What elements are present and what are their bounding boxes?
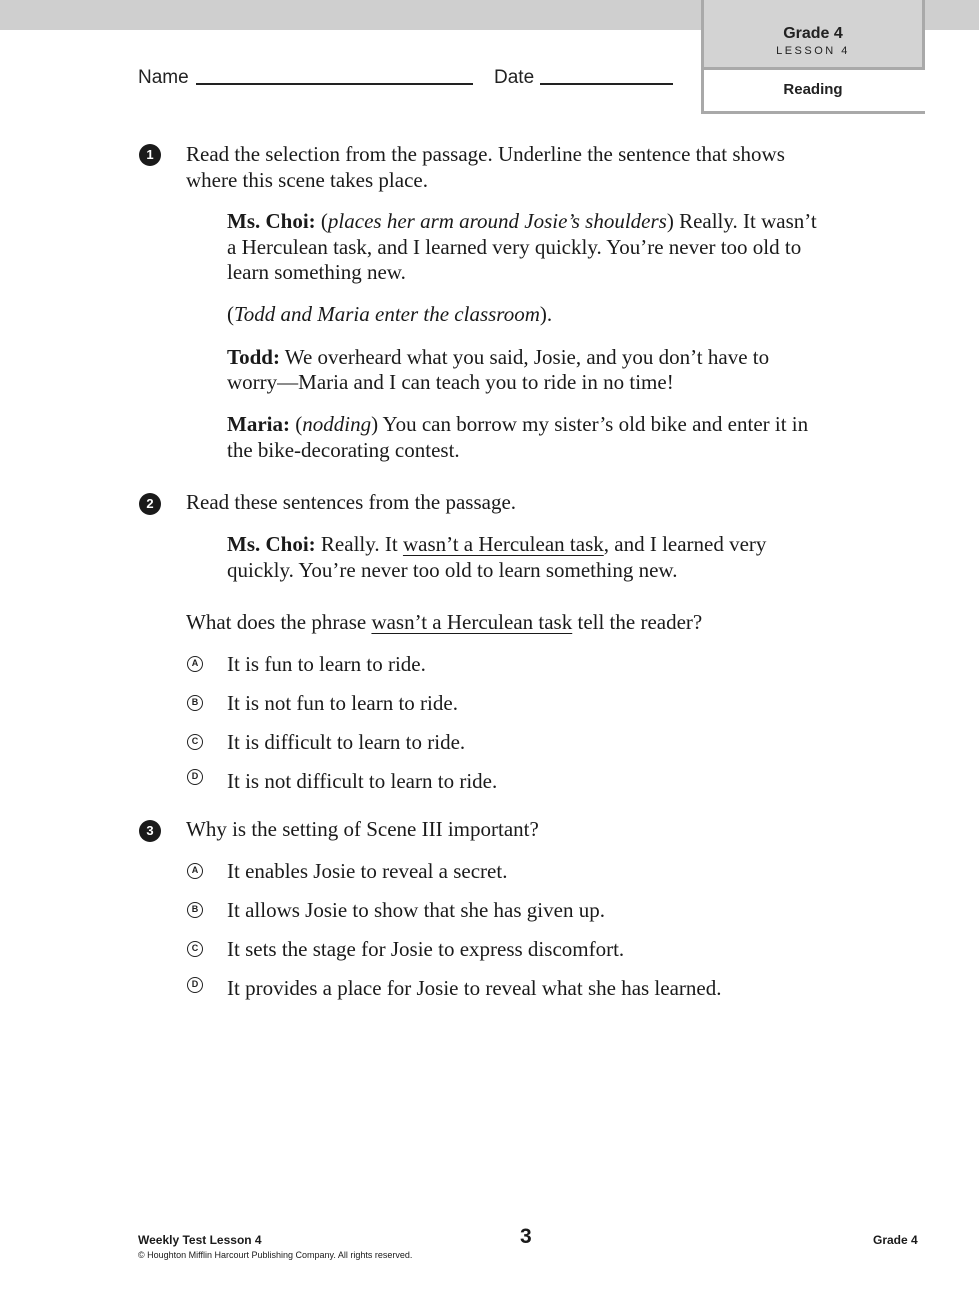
lesson-label: LESSON 4 bbox=[776, 45, 850, 57]
answer-option-text: It is difficult to learn to ride. bbox=[227, 730, 466, 754]
answer-option-text: It is not difficult to learn to ride. bbox=[227, 769, 498, 793]
text-fragment: ) You can borrow my sister’s old bike and enter it in bbox=[371, 412, 809, 436]
footer-test-name: Weekly Test Lesson 4 bbox=[138, 1233, 262, 1247]
answer-option-text: It is not fun to learn to ride. bbox=[227, 691, 458, 715]
text-fragment: We overheard what you said, Josie, and you don’t have to bbox=[279, 345, 770, 369]
question-3-prompt: Why is the setting of Scene III important? bbox=[186, 817, 539, 841]
answer-option-text: It is fun to learn to ride. bbox=[227, 652, 426, 676]
text-fragment: ( bbox=[289, 412, 303, 436]
subject-label: Reading bbox=[783, 81, 843, 98]
text-fragment: ( bbox=[315, 209, 328, 233]
text-fragment: ). bbox=[539, 302, 553, 326]
answer-bubble-c[interactable]: C bbox=[187, 941, 203, 957]
answer-option-text: It allows Josie to show that she has given up. bbox=[227, 898, 605, 922]
answer-bubble-a[interactable]: A bbox=[187, 656, 203, 672]
answer-bubble-d[interactable]: D bbox=[187, 977, 203, 993]
text-fragment: tell the reader? bbox=[572, 610, 703, 634]
underlined-phrase: wasn’t a Herculean task bbox=[402, 532, 604, 556]
answer-bubble-c[interactable]: C bbox=[187, 734, 203, 750]
answer-bubble-a[interactable]: A bbox=[187, 863, 203, 879]
passage-setting-line[interactable] bbox=[227, 301, 552, 327]
question-2-passage-line: quickly. You’re never too old to learn something new. bbox=[227, 558, 678, 582]
question-2-prompt: Read these sentences from the passage. bbox=[186, 490, 517, 514]
stage-direction: nodding bbox=[302, 412, 372, 436]
speaker-maria: Maria: bbox=[227, 412, 290, 436]
question-1-prompt-line-1: Read the selection from the passage. Underline the sentence that shows bbox=[186, 142, 785, 166]
name-label: Name bbox=[138, 67, 189, 88]
grade-box bbox=[701, 0, 925, 114]
footer-copyright: © Houghton Mifflin Harcourt Publishing Company. All rights reserved. bbox=[138, 1250, 413, 1260]
question-number-3: 3 bbox=[139, 820, 161, 842]
passage-1-line[interactable]: a Herculean task, and I learned very quickly. You’re never too old to bbox=[227, 235, 802, 259]
passage-maria-line[interactable] bbox=[227, 411, 808, 437]
question-number-2: 2 bbox=[139, 493, 161, 515]
answer-bubble-b[interactable]: B bbox=[187, 902, 203, 918]
text-fragment: ( bbox=[227, 302, 234, 326]
passage-maria-line[interactable]: the bike-decorating contest. bbox=[227, 438, 460, 462]
text-fragment: What does the phrase bbox=[186, 610, 372, 634]
text-fragment: Really. It bbox=[315, 532, 403, 556]
date-label: Date bbox=[494, 67, 535, 88]
answer-bubble-b[interactable]: B bbox=[187, 695, 203, 711]
answer-option-text: It sets the stage for Josie to express discomfort. bbox=[227, 937, 625, 961]
speaker-ms-choi: Ms. Choi: bbox=[227, 209, 316, 233]
passage-1-line[interactable]: learn something new. bbox=[227, 260, 406, 284]
answer-option-text: It enables Josie to reveal a secret. bbox=[227, 859, 508, 883]
question-number-1: 1 bbox=[139, 144, 161, 166]
text-fragment: , and I learned very bbox=[603, 532, 767, 556]
speaker-ms-choi: Ms. Choi: bbox=[227, 532, 316, 556]
question-2-stem bbox=[186, 609, 702, 635]
name-field[interactable] bbox=[196, 83, 473, 85]
passage-1-line[interactable] bbox=[227, 208, 817, 234]
grade-title: Grade 4 bbox=[783, 25, 843, 42]
underlined-phrase: wasn’t a Herculean task bbox=[371, 610, 573, 634]
footer-grade: Grade 4 bbox=[873, 1233, 918, 1247]
passage-todd-line[interactable]: worry—Maria and I can teach you to ride in no time! bbox=[227, 370, 674, 394]
date-field[interactable] bbox=[540, 83, 673, 85]
passage-todd-line[interactable] bbox=[227, 344, 769, 370]
question-2-passage-line bbox=[227, 531, 766, 557]
stage-direction: places her arm around Josie’s shoulders bbox=[327, 209, 667, 233]
page-number: 3 bbox=[520, 1225, 532, 1248]
speaker-todd: Todd: bbox=[227, 345, 280, 369]
text-fragment: ) Really. It wasn’t bbox=[666, 209, 817, 233]
answer-option-text: It provides a place for Josie to reveal what she has learned. bbox=[227, 976, 722, 1000]
question-1-prompt-line-2: where this scene takes place. bbox=[186, 168, 428, 192]
answer-bubble-d[interactable]: D bbox=[187, 769, 203, 785]
stage-direction: Todd and Maria enter the classroom bbox=[234, 302, 540, 326]
